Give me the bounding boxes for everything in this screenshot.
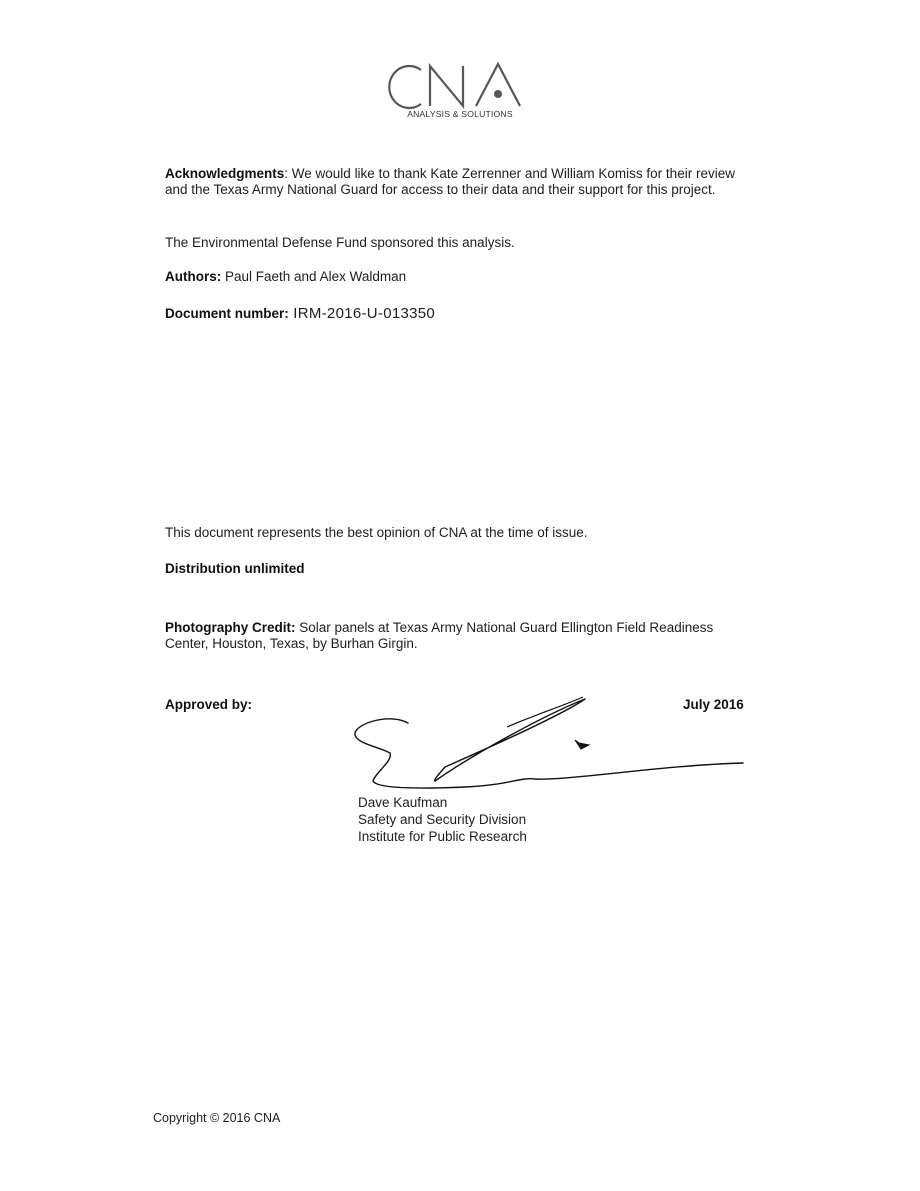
logo-tagline: ANALYSIS & SOLUTIONS <box>407 109 513 119</box>
signer-block <box>358 794 527 845</box>
signer-name: Dave Kaufman <box>358 795 448 810</box>
signer-division: Safety and Security Division <box>358 812 527 827</box>
approval-date: July 2016 <box>683 697 744 712</box>
document-number-line <box>165 305 435 322</box>
distribution-statement: Distribution unlimited <box>165 561 305 576</box>
authors-label: Authors: <box>165 269 222 284</box>
opinion-statement: This document represents the best opinion of CNA at the time of issue. <box>165 525 588 540</box>
acknowledgments-text: : We would like to thank Kate Zerrenner and William Komiss for their review and the Texas Army National Guard for access to their data and their support for this project. <box>165 166 735 197</box>
sponsor-statement: The Environmental Defense Fund sponsored this analysis. <box>165 235 515 250</box>
copyright-notice: Copyright © 2016 CNA <box>153 1111 281 1125</box>
authors-value: Paul Faeth and Alex Waldman <box>221 269 407 284</box>
signature-icon <box>335 685 755 800</box>
approved-by-label: Approved by: <box>165 697 253 712</box>
document-number-value: IRM-2016-U-013350 <box>288 305 436 322</box>
photography-credit-text: Solar panels at Texas Army National Guard Ellington Field Readiness Center, Houston, Texas, by Burhan Girgin. <box>165 620 714 651</box>
signer-institute: Institute for Public Research <box>358 829 527 844</box>
acknowledgments-paragraph <box>165 166 750 198</box>
photography-credit <box>165 620 755 652</box>
authors-line <box>165 269 406 285</box>
document-number-label: Document number: <box>165 306 289 321</box>
photography-credit-label: Photography Credit: <box>165 620 296 635</box>
acknowledgments-label: Acknowledgments <box>165 166 285 181</box>
